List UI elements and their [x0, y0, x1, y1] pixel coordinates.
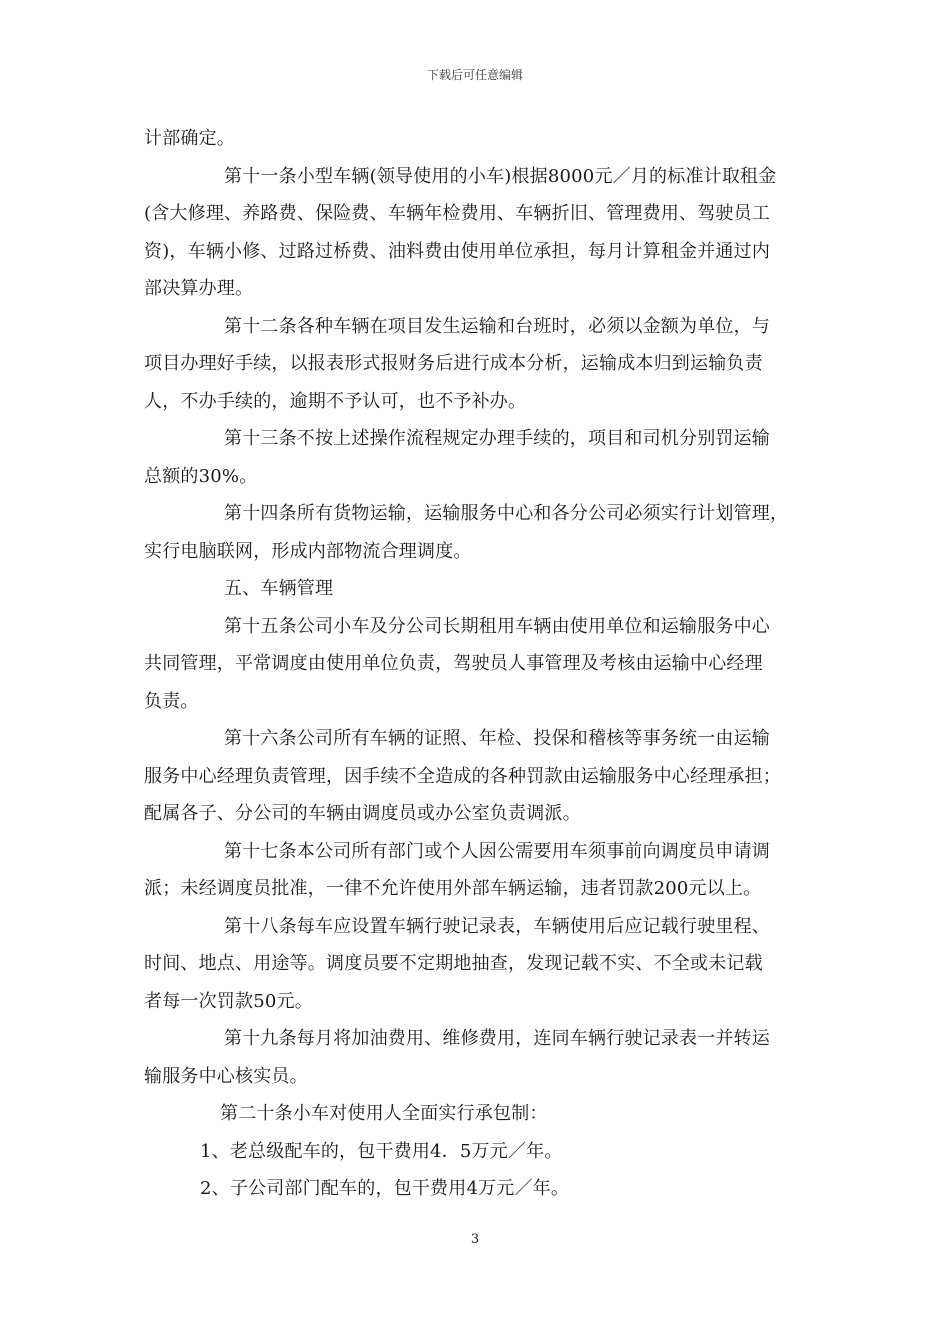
- text-line: 实行电脑联网，形成内部物流合理调度。: [144, 540, 472, 562]
- text-line: 1、老总级配车的，包干费用4．5万元／年。: [200, 1140, 563, 1162]
- text-line: 项目办理好手续，以报表形式报财务后进行成本分析，运输成本归到运输负责: [144, 353, 763, 374]
- text-line: 时间、地点、用途等。调度员要不定期地抽查，发现记载不实、不全或未记载: [144, 953, 763, 974]
- text-line: 资)，车辆小修、过路过桥费、油料费由使用单位承担，每月计算租金并通过内: [144, 240, 771, 262]
- text-line: 共同管理，平常调度由使用单位负责，驾驶员人事管理及考核由运输中心经理: [144, 653, 763, 674]
- text-line: 五、车辆管理: [224, 578, 334, 599]
- text-line: 第十四条所有货物运输，运输服务中心和各分公司必须实行计划管理，: [224, 503, 789, 524]
- text-line: 第十六条公司所有车辆的证照、年检、投保和稽核等事务统一由运输: [224, 728, 770, 749]
- text-line: 派；未经调度员批准，一律不允许使用外部车辆运输，违者罚款200元以上。: [144, 878, 762, 899]
- text-line: 第十二条各种车辆在项目发生运输和台班时，必须以金额为单位，与: [224, 315, 770, 337]
- text-line: 配属各子、分公司的车辆由调度员或办公室负责调派。: [144, 803, 581, 824]
- text-line: 负责。: [144, 690, 199, 712]
- text-line: (含大修理、养路费、保险费、车辆年检费用、车辆折旧、管理费用、驾驶员工: [144, 203, 771, 224]
- text-line: 第二十条小车对使用人全面实行承包制：: [220, 1103, 548, 1124]
- text-line: 计部确定。: [144, 128, 235, 149]
- text-line: 2、子公司部门配车的，包干费用4万元／年。: [200, 1178, 570, 1199]
- text-line: 部决算办理。: [144, 278, 254, 299]
- text-line: 第十三条不按上述操作流程规定办理手续的，项目和司机分别罚运输: [224, 428, 770, 449]
- text-line: 第十五条公司小车及分公司长期租用车辆由使用单位和运输服务中心: [224, 615, 770, 637]
- text-line: 人，不办手续的，逾期不予认可，也不予补办。: [144, 390, 527, 412]
- document-body: [144, 120, 812, 1208]
- text-line: 者每一次罚款50元。: [144, 990, 313, 1012]
- page-header: 下载后可任意编辑: [426, 68, 523, 82]
- text-line: 服务中心经理负责管理，因手续不全造成的各种罚款由运输服务中心经理承担；: [144, 765, 781, 787]
- text-line: 输服务中心核实员。: [144, 1065, 308, 1087]
- text-line: 第十一条小型车辆(领导使用的小车)根据8000元／月的标准计取租金: [224, 165, 777, 187]
- text-line: 第十九条每月将加油费用、维修费用，连同车辆行驶记录表一并转运: [224, 1028, 770, 1049]
- page-number: 3: [470, 1232, 480, 1247]
- text-line: 总额的30%。: [144, 465, 258, 487]
- text-line: 第十七条本公司所有部门或个人因公需要用车须事前向调度员申请调: [224, 840, 770, 862]
- text-line: 第十八条每车应设置车辆行驶记录表，车辆使用后应记载行驶里程、: [224, 915, 770, 937]
